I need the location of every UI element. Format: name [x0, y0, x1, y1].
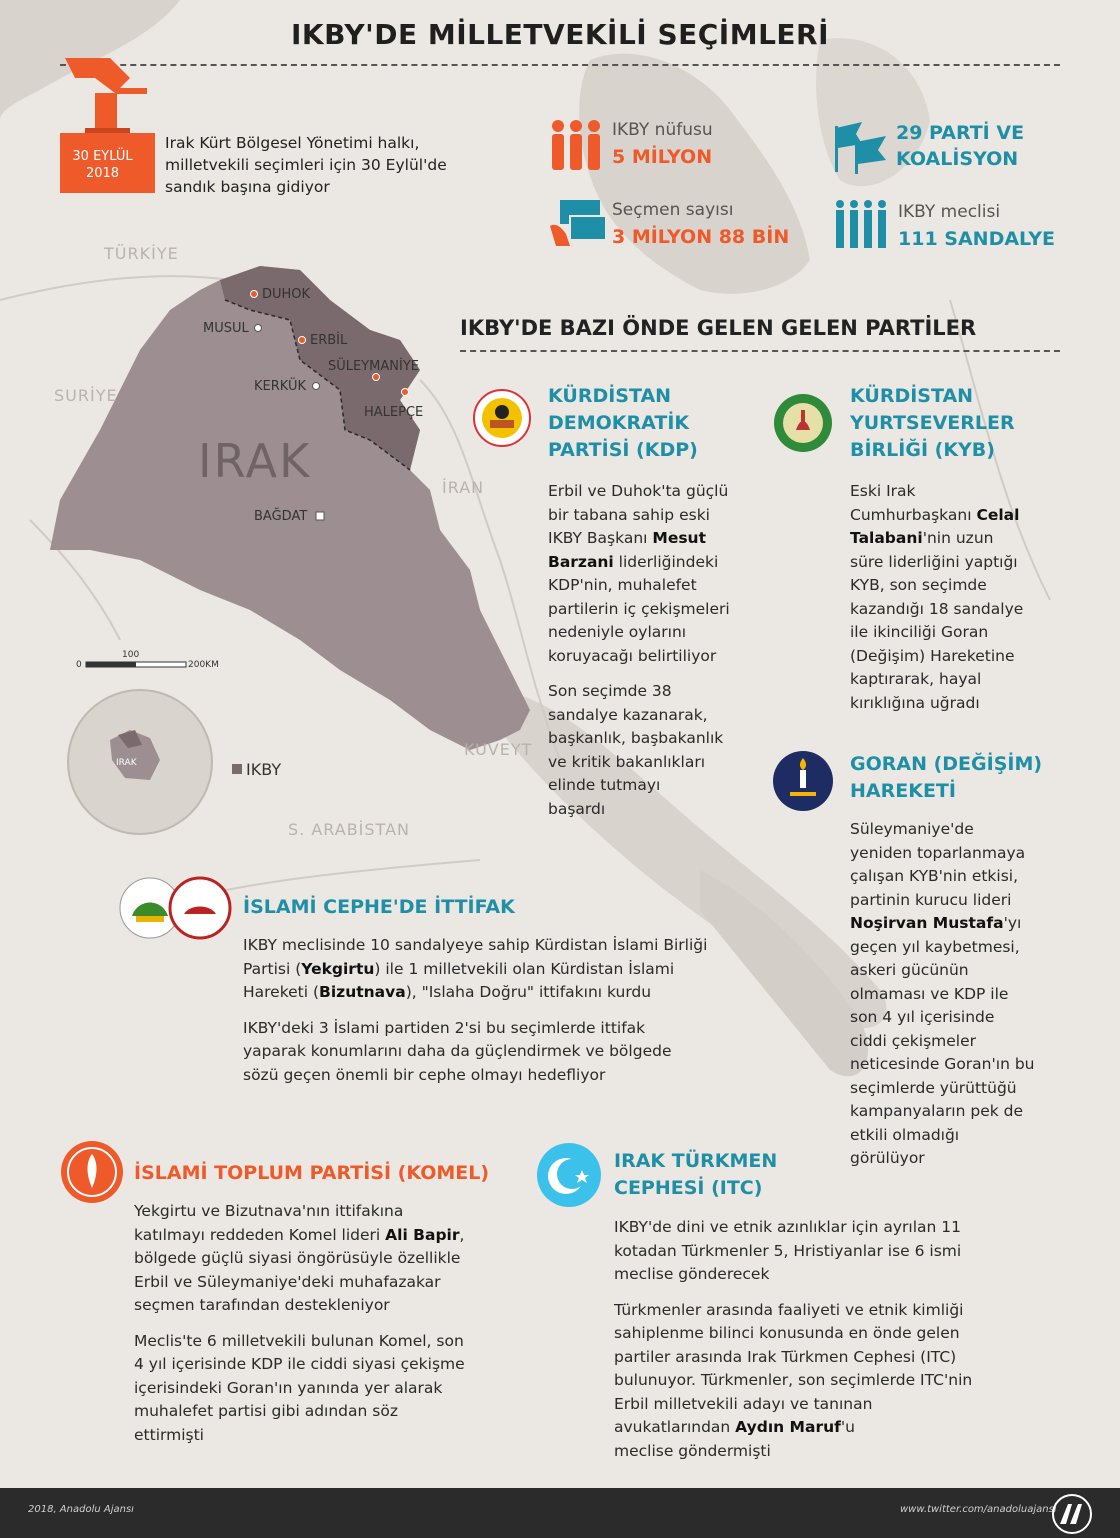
- kdp-logo-icon: [472, 388, 532, 448]
- itc-p2-l6b: Aydın Maruf: [735, 1418, 841, 1436]
- goran-post6: neticesinde Goran'ın bu: [850, 1055, 1035, 1073]
- goran-post8: kampanyaların pek de: [850, 1102, 1024, 1120]
- goran-post1: geçen yıl kaybetmesi,: [850, 937, 1020, 956]
- label-suriye: SURİYE: [54, 386, 118, 405]
- intro-line1: Irak Kürt Bölgesel Yönetimi halkı,: [165, 134, 420, 152]
- kdp-p1-l3a: IKBY Başkanı: [548, 529, 653, 547]
- kdp-p1-l2: bir tabana sahip eski: [548, 505, 710, 524]
- islami-p1-l2a: Partisi (: [243, 959, 302, 978]
- komel-p2-l2: 4 yıl içerisinde KDP ile ciddi siyasi çekişme: [134, 1355, 465, 1373]
- itc-p2-l5: Erbil milletvekili adayı ve tanınan: [614, 1394, 873, 1413]
- komel-l1: Yekgirtu ve Bizutnava'nın ittifakına: [134, 1202, 404, 1220]
- goran-bold: Noşirvan Mustafa: [850, 914, 1004, 932]
- kyb-r6: kaptırarak, hayal: [850, 670, 982, 688]
- label-suleymaniye: SÜLEYMANİYE: [328, 359, 419, 374]
- kyb-r1: süre liderliğini yaptığı: [850, 552, 1018, 571]
- islami-p1-l1: IKBY meclisinde 10 sandalyeye sahip Kürdistan İslami Birliği: [243, 936, 708, 954]
- title-divider: [60, 64, 1060, 66]
- itc-p2-l1: Türkmenler arasında faaliyeti ve etnik kimliği: [614, 1300, 964, 1319]
- kyb-l3: [850, 527, 1080, 551]
- kdp-title: [548, 383, 698, 464]
- label-duhok: DUHOK: [262, 287, 311, 302]
- kyb-r3: kazandığı 18 sandalye: [850, 599, 1024, 618]
- islami-logos-icon: [118, 876, 238, 940]
- itc-logo-icon: [536, 1142, 602, 1208]
- intro-line3: sandık başına gidiyor: [165, 178, 330, 196]
- kyb-title-l2: YURTSEVERLER: [850, 412, 1015, 434]
- komel-logo-icon: [60, 1140, 124, 1204]
- label-kuveyt: KUVEYT: [464, 740, 533, 759]
- scale-0: 0: [76, 660, 82, 670]
- kdp-p2-l1: Son seçimde 38: [548, 682, 672, 700]
- goran-post7: seçimlerde yürüttüğü: [850, 1078, 1017, 1097]
- komel-l2b: Ali Bapir: [385, 1225, 460, 1244]
- kyb-text: [850, 480, 1080, 715]
- komel-text: [134, 1200, 514, 1447]
- parties-count: [896, 120, 1024, 172]
- goran-post9: etkili olmadığı: [850, 1125, 960, 1144]
- islami-p2-l1: IKBY'deki 3 İslami partiden 2'si bu seçimlerde ittifak: [243, 1018, 646, 1037]
- goran-title-l2: HAREKETİ: [850, 780, 956, 802]
- itc-p2-l4: bulunuyor. Türkmenler, son seçimlerde ITC'nin: [614, 1371, 973, 1389]
- voters-value: 3 MİLYON 88 BİN: [612, 226, 790, 248]
- itc-p2-l6c: 'u: [840, 1418, 855, 1436]
- kdp-p1-l7: nedeniyle oylarını: [548, 623, 687, 641]
- kyb-logo-icon: [772, 392, 834, 454]
- kdp-title-l1: KÜRDİSTAN: [548, 385, 672, 407]
- date-line2: 2018: [85, 166, 120, 181]
- goran-title-l1: GORAN (DEĞİŞİM): [850, 753, 1043, 775]
- kdp-p2-l6: başardı: [548, 799, 606, 818]
- goran-text: [850, 818, 1070, 1171]
- label-kerkuk: KERKÜK: [254, 379, 306, 394]
- goran-bold-rest: 'yı: [1003, 914, 1022, 932]
- kdp-p1-l1: Erbil ve Duhok'ta güçlü: [548, 482, 729, 500]
- islami-p1-l3b: Bizutnava: [319, 983, 406, 1001]
- kyb-r2: KYB, son seçimde: [850, 576, 987, 594]
- parties-header: IKBY'DE BAZI ÖNDE GELEN GELEN PARTİLER: [460, 316, 977, 340]
- parliament-icon: [832, 198, 892, 250]
- goran-pre2: yeniden toparlanmaya: [850, 843, 1026, 862]
- label-musul: MUSUL: [203, 321, 249, 336]
- scale-200: 200KM: [188, 660, 219, 670]
- kdp-p2-l5: elinde tutmayı: [548, 776, 661, 794]
- page-title: IKBY'DE MİLLETVEKİLİ SEÇİMLERİ: [290, 18, 830, 51]
- kdp-text: [548, 480, 778, 821]
- komel-r1: bölgede güçlü siyasi öngörüsüyle özellikle: [134, 1249, 461, 1267]
- kdp-p1-l5: KDP'nin, muhalefet: [548, 576, 697, 594]
- intro-line2: milletvekili seçimleri için 30 Eylül'de: [165, 156, 447, 174]
- kyb-l3b: 'nin uzun: [922, 529, 994, 547]
- goran-post4: son 4 yıl içerisinde: [850, 1008, 995, 1026]
- label-iran: İRAN: [442, 478, 485, 497]
- kyb-title-l1: KÜRDİSTAN: [850, 385, 974, 407]
- kdp-p1-l4b: liderliğindeki: [613, 552, 719, 571]
- islami-p1-l2: [243, 958, 743, 982]
- goran-logo-icon: [772, 750, 834, 812]
- itc-p2-l2: sahiplenme bilinci konusunda en önde gelen: [614, 1324, 960, 1342]
- islami-p2-l2: yaparak konumlarını daha da güçlendirmek ve bölgede: [243, 1042, 672, 1060]
- goran-post10: görülüyor: [850, 1149, 925, 1167]
- kdp-p1-l4: [548, 551, 778, 575]
- goran-pre4: partinin kurucu lideri: [850, 890, 1012, 909]
- people-icon: [548, 118, 604, 172]
- kdp-title-l2: DEMOKRATİK: [548, 412, 690, 434]
- itc-p1-l1: IKBY'de dini ve etnik azınlıklar için ayrılan 11: [614, 1218, 962, 1236]
- kyb-l2a: Cumhurbaşkanı: [850, 505, 977, 524]
- kdp-p2-l4: ve kritik bakanlıkları: [548, 752, 706, 771]
- kyb-r5: (Değişim) Hareketine: [850, 646, 1015, 665]
- label-irak: IRAK: [198, 434, 312, 488]
- footer-twitter-link[interactable]: www.twitter.com/anadoluajansi: [900, 1504, 1057, 1515]
- kdp-p1-l3: [548, 527, 778, 551]
- itc-text: [614, 1216, 1034, 1463]
- kyb-title-l3: BİRLİĞİ (KYB): [850, 439, 995, 461]
- komel-title: İSLAMİ TOPLUM PARTİSİ (KOMEL): [134, 1162, 490, 1184]
- parties-line2: KOALİSYON: [896, 148, 1019, 170]
- population-label: IKBY nüfusu: [612, 120, 713, 140]
- kyb-title: [850, 383, 1015, 464]
- kdp-title-l3: PARTİSİ (KDP): [548, 439, 698, 461]
- parties-divider: [460, 350, 1060, 352]
- itc-title: [614, 1148, 777, 1202]
- parliament-label: IKBY meclisi: [898, 202, 1001, 222]
- komel-p2-l1: Meclis'te 6 milletvekili bulunan Komel, son: [134, 1331, 464, 1350]
- kdp-p2-l2: sandalye kazanarak,: [548, 705, 708, 724]
- itc-p2-l3: partiler arasında Irak Türkmen Cephesi (ITC): [614, 1347, 957, 1366]
- label-s-arabistan: S. ARABİSTAN: [288, 820, 410, 839]
- parliament-value: 111 SANDALYE: [898, 228, 1055, 250]
- scale-100: 100: [122, 650, 140, 660]
- aa-logo-icon: [1052, 1494, 1092, 1534]
- date-line1: 30 EYLÜL: [72, 149, 133, 164]
- label-erbil: ERBİL: [310, 333, 348, 348]
- islami-p1-l3: [243, 981, 743, 1005]
- kyb-r7: kırıklığına uğradı: [850, 693, 980, 712]
- kdp-p1-bold1: Mesut: [652, 529, 706, 547]
- flags-icon: [832, 118, 892, 174]
- kdp-p1-bold2: Barzani: [548, 552, 614, 571]
- itc-title-l1: IRAK TÜRKMEN: [614, 1150, 778, 1172]
- islami-p1-l3c: ), "Islaha Doğru" ittifakını kurdu: [405, 983, 652, 1001]
- komel-l2: [134, 1224, 514, 1248]
- komel-l2a: katılmayı reddeden Komel lideri: [134, 1225, 386, 1244]
- kyb-l1: Eski Irak: [850, 482, 916, 500]
- islami-p1-l2b: Yekgirtu: [301, 959, 375, 978]
- islami-p2-l3: sözü geçen önemli bir cephe olmayı hedefliyor: [243, 1065, 606, 1084]
- komel-p2-l3: içerisindeki Goran'ın yanında yer alarak: [134, 1378, 443, 1397]
- goran-post5: ciddi çekişmeler: [850, 1031, 977, 1050]
- intro-text: [165, 132, 485, 198]
- islami-p1-l2c: ) ile 1 milletvekili olan Kürdistan İslami: [374, 959, 675, 978]
- kdp-p2-l3: başkanlık, başbakanlık: [548, 729, 724, 747]
- kyb-l3a: Talabani: [850, 529, 923, 547]
- goran-pre3: çalışan KYB'nin etkisi,: [850, 867, 1019, 885]
- goran-post3: olmaması ve KDP ile: [850, 984, 1009, 1003]
- itc-title-l2: CEPHESİ (ITC): [614, 1177, 763, 1199]
- population-value: 5 MİLYON: [612, 146, 713, 168]
- goran-bold-line: [850, 912, 1070, 936]
- inset-irak-label: IRAK: [116, 758, 137, 768]
- itc-p2-l7: meclise göndermişti: [614, 1441, 771, 1460]
- label-halepce: HALEPÇE: [364, 405, 424, 420]
- komel-r2: Erbil ve Süleymaniye'deki muhafazakar: [134, 1272, 441, 1291]
- goran-pre1: Süleymaniye'de: [850, 820, 974, 838]
- goran-title: [850, 751, 1042, 805]
- komel-p2-l4: muhalefet partisi gibi adından söz: [134, 1402, 398, 1420]
- kdp-p1-l8: koruyacağı belirtiliyor: [548, 646, 717, 665]
- komel-l2c: ,: [459, 1225, 465, 1244]
- itc-p1-l3: meclise gönderecek: [614, 1265, 770, 1283]
- label-turkiye: TÜRKİYE: [104, 244, 179, 263]
- komel-p2-l5: ettirmişti: [134, 1425, 204, 1444]
- kyb-r4: ile ikinciliği Goran: [850, 623, 989, 641]
- legend-ikby: IKBY: [246, 760, 282, 779]
- kyb-l2: [850, 504, 1080, 528]
- kdp-p1-l6: partilerin iç çekişmeleri: [548, 599, 730, 618]
- itc-p2-l6: [614, 1416, 1034, 1440]
- parties-line1: 29 PARTİ VE: [896, 122, 1025, 144]
- islami-title: İSLAMİ CEPHE'DE İTTİFAK: [243, 896, 515, 918]
- komel-r3: seçmen tarafından destekleniyor: [134, 1296, 390, 1314]
- label-bagdat: BAĞDAT: [254, 509, 308, 524]
- goran-post2: askeri gücünün: [850, 961, 969, 979]
- islami-p1-l3a: Hareketi (: [243, 983, 320, 1001]
- voters-label: Seçmen sayısı: [612, 200, 734, 220]
- islami-text: [243, 934, 743, 1087]
- itc-p1-l2: kotadan Türkmenler 5, Hristiyanlar ise 6 ismi: [614, 1241, 962, 1260]
- election-date: [60, 148, 145, 182]
- kyb-l2b: Celal: [976, 505, 1020, 524]
- footer-copyright: 2018, Anadolu Ajansı: [28, 1504, 134, 1515]
- itc-p2-l6a: avukatlarından: [614, 1418, 736, 1436]
